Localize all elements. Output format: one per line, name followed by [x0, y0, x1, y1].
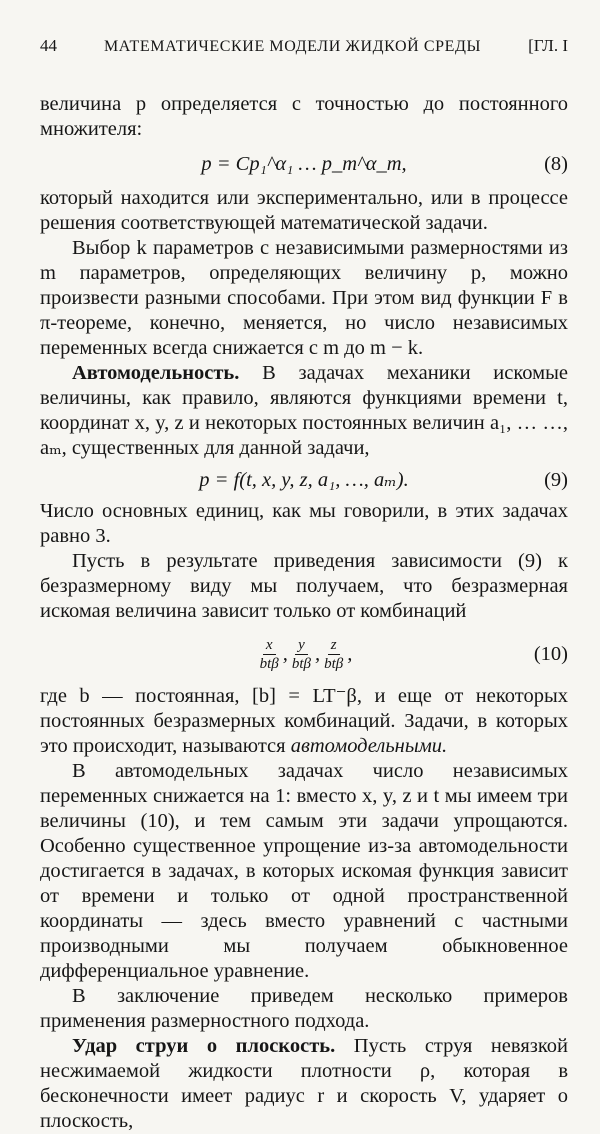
heading-jet-impact: Удар струи о плоскость.	[72, 1035, 336, 1057]
paragraph-4-text: В задачах механики искомые величины, как правило, являются функциями времени t, координат x, y, z и некоторых постоянных величин a₁, … …, aₘ, существенных для данной задачи,	[40, 362, 568, 459]
paragraph-5: Число основных единиц, как мы говорили, в этих задачах равно 3.	[40, 500, 568, 547]
formula-8-number: (8)	[544, 152, 568, 175]
running-title: МАТЕМАТИЧЕСКИЕ МОДЕЛИ ЖИДКОЙ СРЕДЫ	[103, 38, 482, 55]
paragraph-10-text: Пусть струя невязкой несжимаемой жидкости плотности ρ, которая в бесконечности имеет радиус r и скорость V, ударяет о плоскость,	[40, 1035, 568, 1132]
formula-9-number: (9)	[544, 468, 568, 491]
fraction-y: $\frac{y}{\text{btβ}}$	[291, 636, 311, 672]
page-header	[40, 36, 568, 62]
paragraph-8: В автомодельных задачах число независимых переменных снижается на 1: вместо x, y, z и t мы имеем три величины (10), и тем самым эти задачи упрощаются. Особенно существенное упрощение из-за автомодельности достигается в задачах, в которых искомая функция зависит от времени и только от одной пространственной координаты — здесь вместо уравнений с частными производными мы получаем обыкновенное дифференциальное уравнение.	[40, 760, 568, 982]
paragraph-3: Выбор k параметров с независимыми размерностями из m параметров, определяющих величину p, можно произвести разными способами. При этом вид функции F в π-теореме, конечно, меняется, но число независимых переменных всегда снижается с m до m − k.	[40, 237, 568, 359]
paragraph-1: величина p определяется с точностью до постоянного множителя:	[40, 93, 568, 140]
paragraph-4	[40, 361, 568, 461]
paragraph-6: Пусть в результате приведения зависимости (9) к безразмерному виду мы получаем, что безразмерная искомая величина зависит только от комбинаций	[40, 550, 568, 622]
paragraph-2: который находится или экспериментально, или в процессе решения соответствующей математической задачи.	[40, 187, 568, 234]
term-self-similar: автомодельными.	[290, 735, 448, 757]
heading-self-similarity: Автомодельность.	[72, 362, 240, 384]
formula-9	[40, 461, 568, 499]
chapter-ref: [ГЛ. I	[528, 36, 568, 55]
body-text	[40, 92, 568, 1134]
formula-10-number: (10)	[533, 642, 568, 665]
paragraph-10	[40, 1034, 568, 1134]
formula-10: $\frac{x}{\text{btβ}}$ , $\frac{y}{\text{btβ}}$ , $\frac{z}{\text{btβ}}$ , (10)	[259, 636, 568, 672]
formula-8-expression: p = Cp₁^α₁ … p_m^α_m,	[201, 152, 407, 175]
page-number: 44	[40, 36, 57, 55]
formula-8	[40, 142, 568, 186]
paragraph-7: где b — постоянная, [b] = LT⁻β, и еще от некоторых постоянных безразмерных комбинаций. Задачи, в которых это происходит, называются автомодельными.	[40, 685, 568, 757]
paragraph-9: В заключение приведем несколько примеров применения размерностного подхода.	[40, 985, 568, 1032]
fraction-z: $\frac{z}{\text{btβ}}$	[324, 636, 344, 672]
formula-9-expression: p = f(t, x, y, z, a₁, …, aₘ).	[199, 468, 409, 491]
fraction-x: $\frac{x}{\text{btβ}}$	[259, 636, 279, 672]
